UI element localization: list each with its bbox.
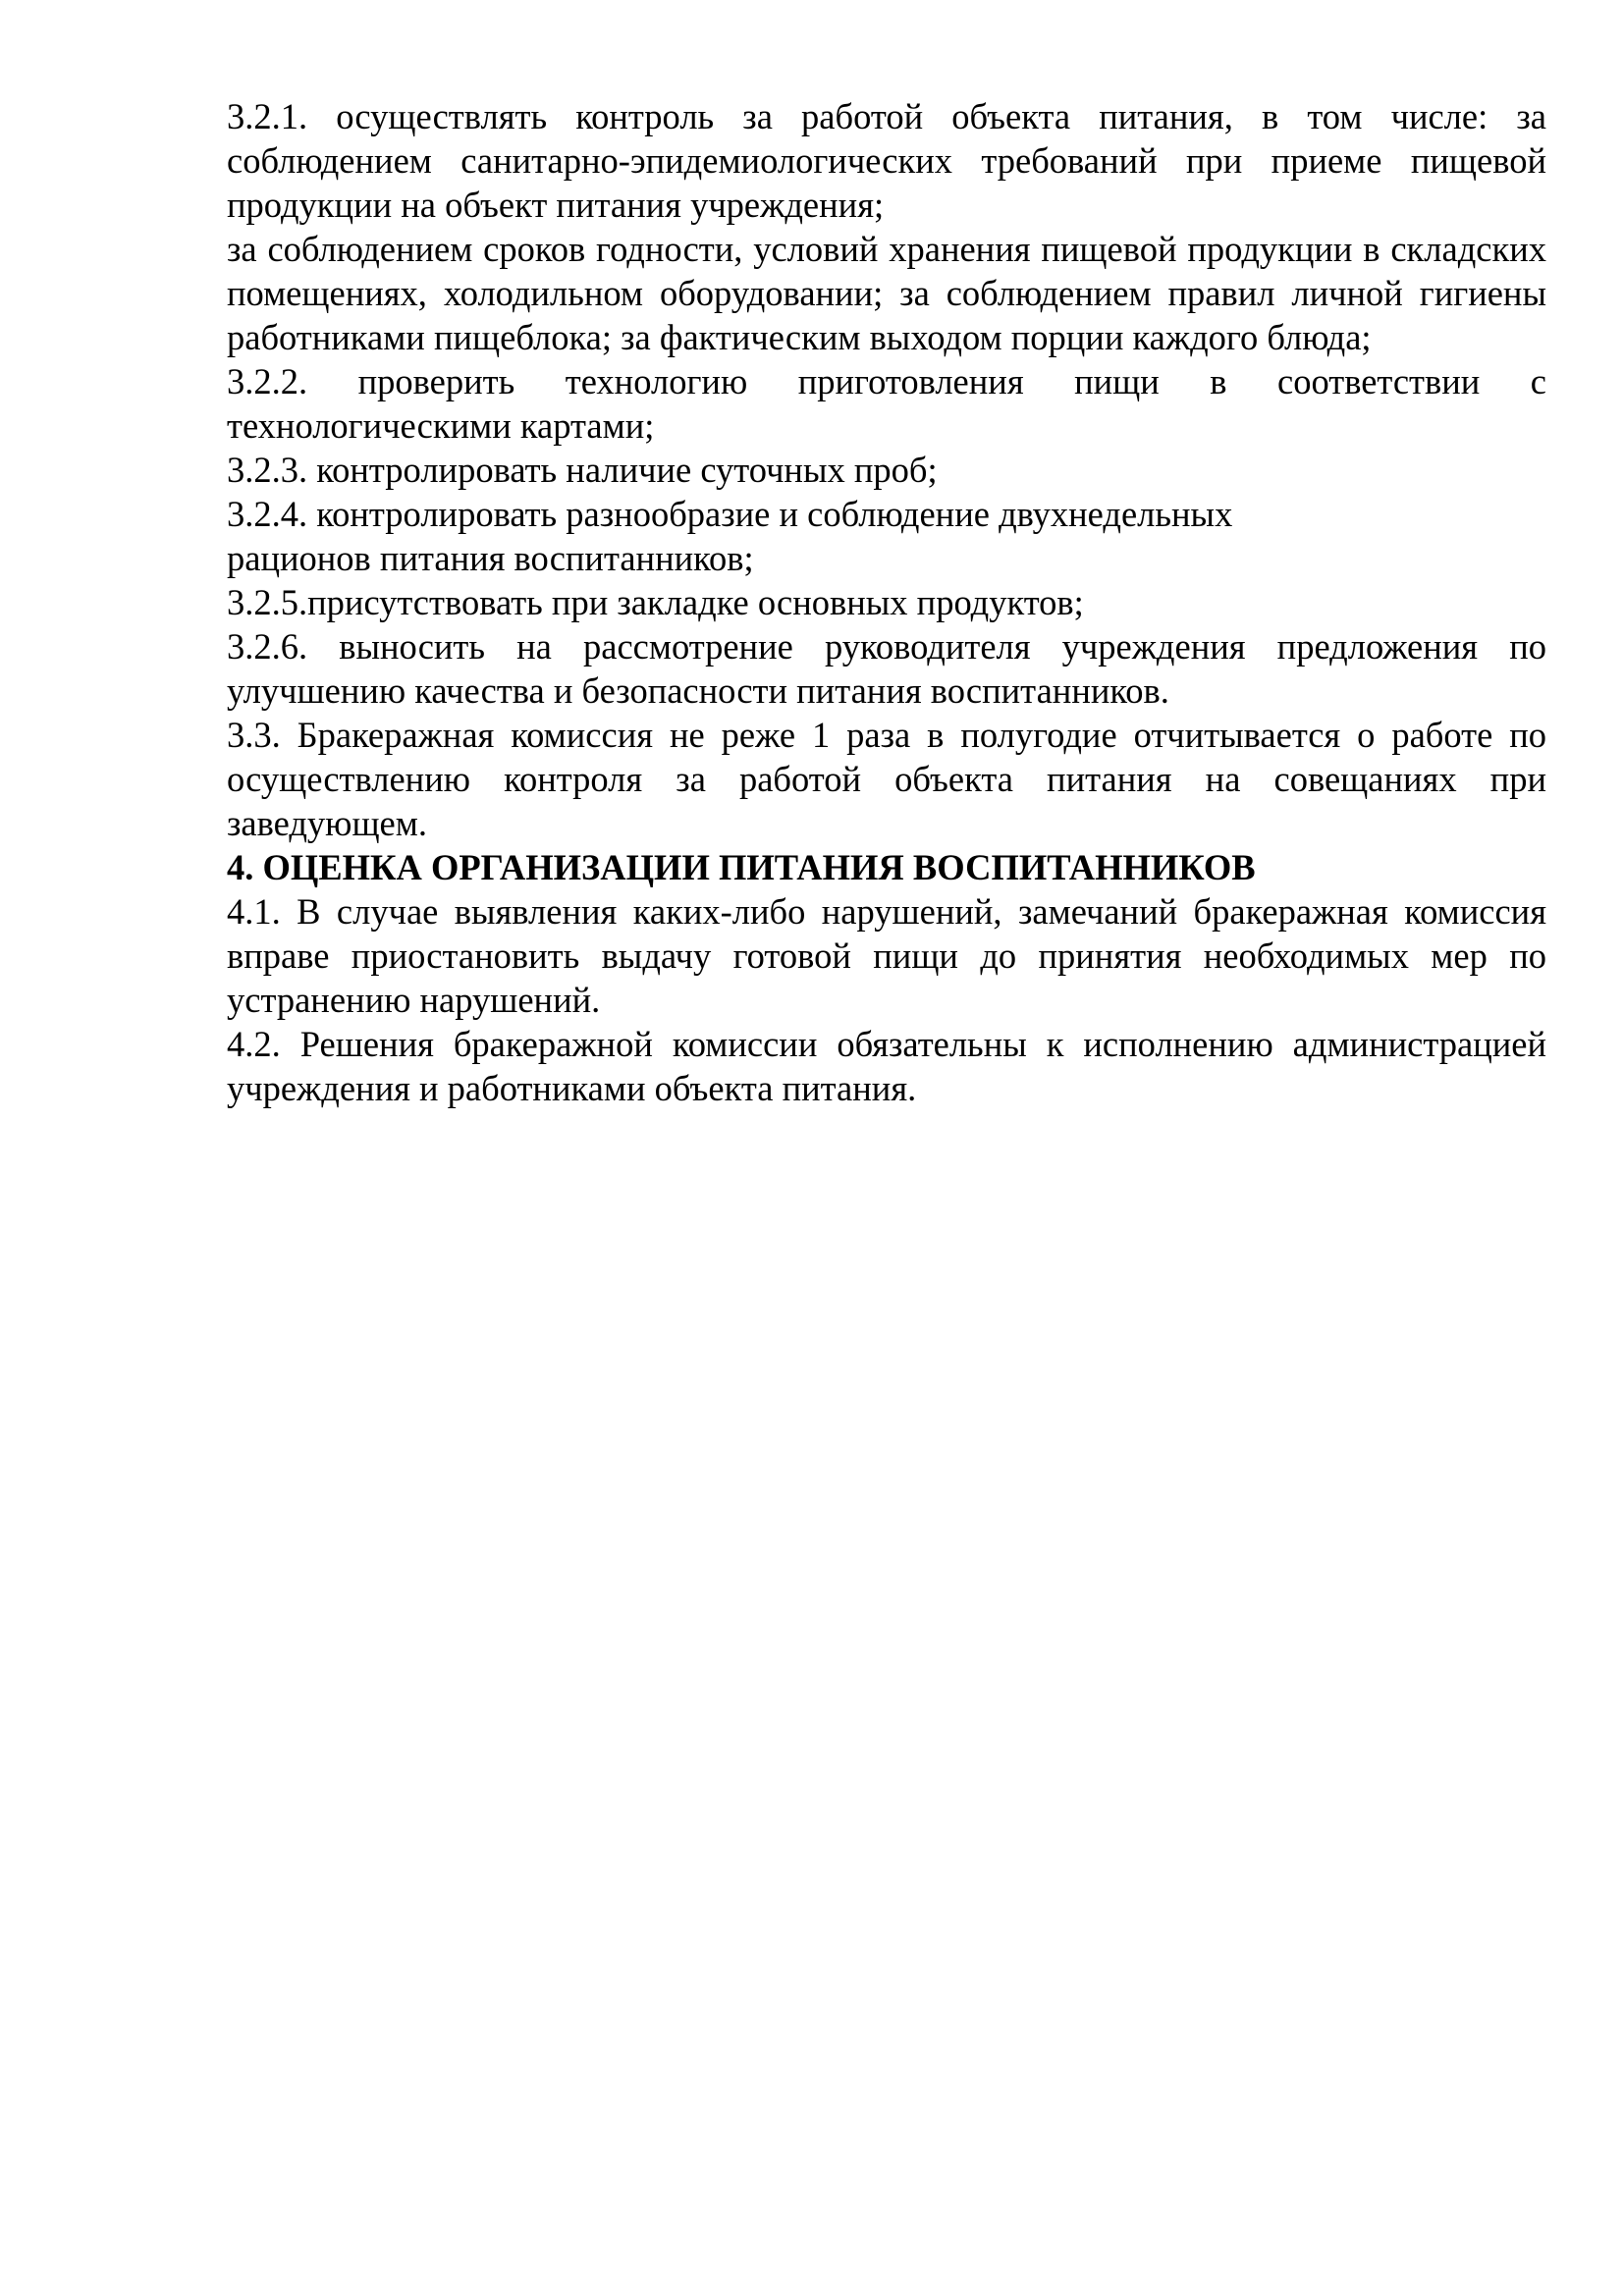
- paragraph-4-1: 4.1. В случае выявления каких-либо нарушений, замечаний бракеражная комиссия вправе приостановить выдачу готовой пищи до принятия необходимых мер по устранению нарушений.: [227, 891, 1546, 1020]
- paragraph-3-2-2: 3.2.2. проверить технологию приготовления пищи в соответствии с технологическими картами;: [227, 361, 1546, 446]
- section-heading-4: 4. ОЦЕНКА ОРГАНИЗАЦИИ ПИТАНИЯ ВОСПИТАННИКОВ: [227, 847, 1256, 887]
- paragraph-3-3: 3.3. Бракеражная комиссия не реже 1 раза в полугодие отчитывается о работе по осуществлению контроля за работой объекта питания на совещаниях при заведующем.: [227, 715, 1546, 843]
- paragraph-3-2-6: 3.2.6. выносить на рассмотрение руководителя учреждения предложения по улучшению качества и безопасности питания воспитанников.: [227, 626, 1546, 711]
- document-body: [227, 94, 1546, 1110]
- paragraph-3-2-5: 3.2.5.присутствовать при закладке основных продуктов;: [227, 582, 1084, 622]
- paragraph-3-2-4-line-2: рационов питания воспитанников;: [227, 538, 754, 578]
- paragraph-4-2: 4.2. Решения бракеражной комиссии обязательны к исполнению администрацией учреждения и работниками объекта питания.: [227, 1024, 1546, 1108]
- paragraph-3-2-3: 3.2.3. контролировать наличие суточных проб;: [227, 450, 938, 490]
- paragraph-3-2-1-continued: за соблюдением сроков годности, условий хранения пищевой продукции в складских помещениях, холодильном оборудовании; за соблюдением правил личной гигиены работниками пищеблока; за фактическим выходом порции каждого блюда;: [227, 229, 1546, 357]
- paragraph-3-2-1: 3.2.1. осуществлять контроль за работой объекта питания, в том числе: за соблюдением санитарно-эпидемиологических требований при приеме пищевой продукции на объект питания учреждения;: [227, 96, 1546, 225]
- paragraph-3-2-4-line-1: 3.2.4. контролировать разнообразие и соблюдение двухнедельных: [227, 494, 1233, 534]
